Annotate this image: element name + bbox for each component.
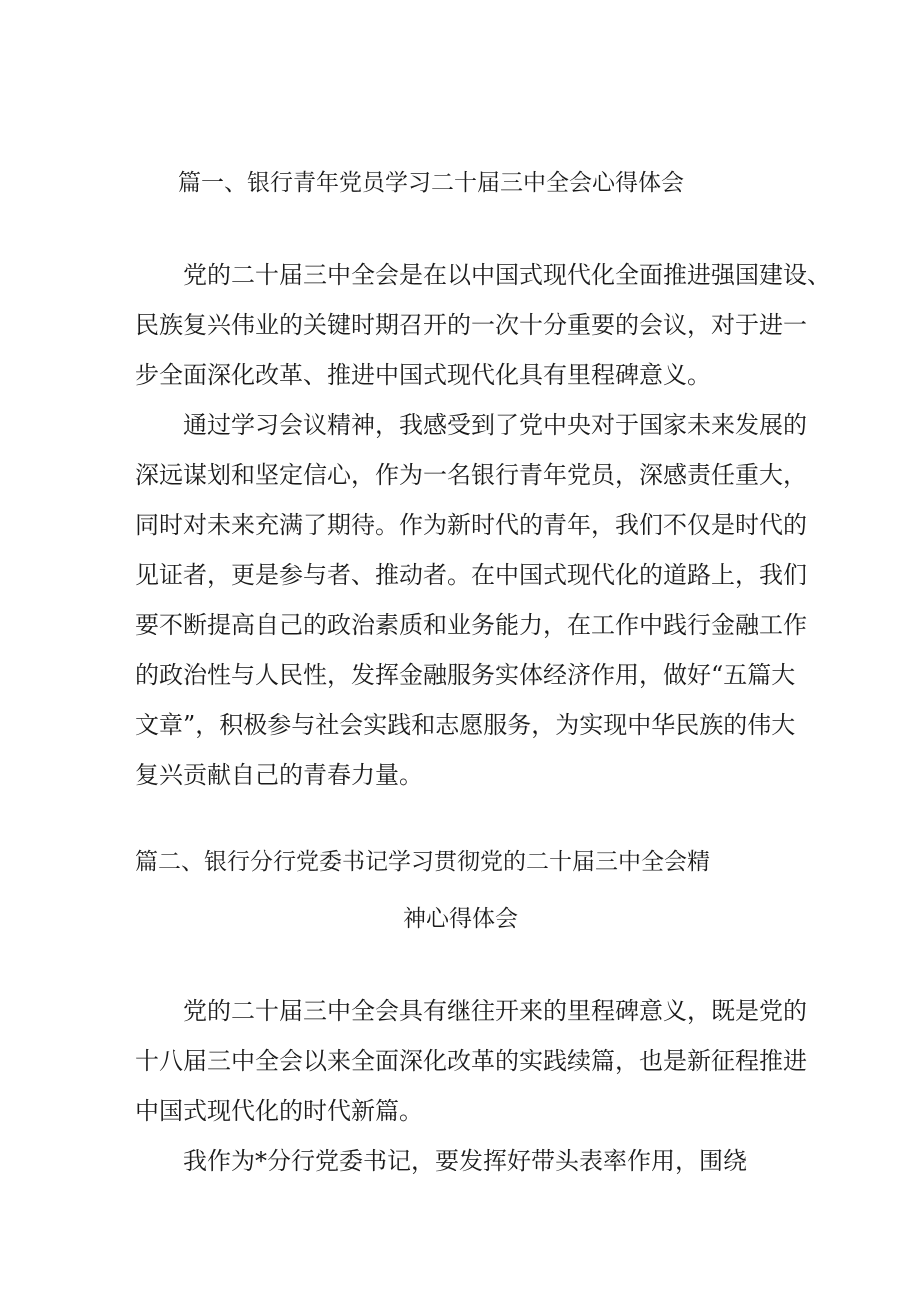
paragraph-line: 步全面深化改革、推进中国式现代化具有里程碑意义。	[135, 361, 711, 389]
section-1-title: 篇一、银行青年党员学习二十届三中全会心得体会	[178, 170, 684, 196]
paragraph-line: 党的二十届三中全会是在以中国式现代化全面推进强国建设、	[183, 261, 831, 289]
paragraph-line: 复兴贡献自己的青春力量。	[135, 761, 423, 789]
section-2-title-continued: 神心得体会	[403, 906, 518, 932]
paragraph-line: 十八届三中全会以来全面深化改革的实践续篇，也是新征程推进	[135, 1047, 807, 1075]
paragraph-line: 见证者，更是参与者、推动者。在中国式现代化的道路上，我们	[135, 561, 807, 589]
paragraph-line: 通过学习会议精神，我感受到了党中央对于国家未来发展的	[183, 411, 807, 439]
section-2-title: 篇二、银行分行党委书记学习贯彻党的二十届三中全会精	[135, 849, 710, 875]
paragraph-line: 要不断提高自己的政治素质和业务能力，在工作中践行金融工作	[135, 611, 807, 639]
paragraph-line: 民族复兴伟业的关键时期召开的一次十分重要的会议，对于进一	[135, 311, 807, 339]
paragraph-line: 的政治性与人民性，发挥金融服务实体经济作用，做好“五篇大	[135, 661, 796, 689]
paragraph-line: 我作为*分行党委书记，要发挥好带头表率作用，围绕	[183, 1147, 747, 1175]
paragraph-line: 深远谋划和坚定信心，作为一名银行青年党员，深感责任重大，	[135, 461, 807, 489]
paragraph-line: 文章”，积极参与社会实践和志愿服务，为实现中华民族的伟大	[135, 711, 796, 739]
paragraph-line: 党的二十届三中全会具有继往开来的里程碑意义，既是党的	[183, 997, 807, 1025]
paragraph-line: 同时对未来充满了期待。作为新时代的青年，我们不仅是时代的	[135, 511, 807, 539]
paragraph-line: 中国式现代化的时代新篇。	[135, 1097, 423, 1125]
